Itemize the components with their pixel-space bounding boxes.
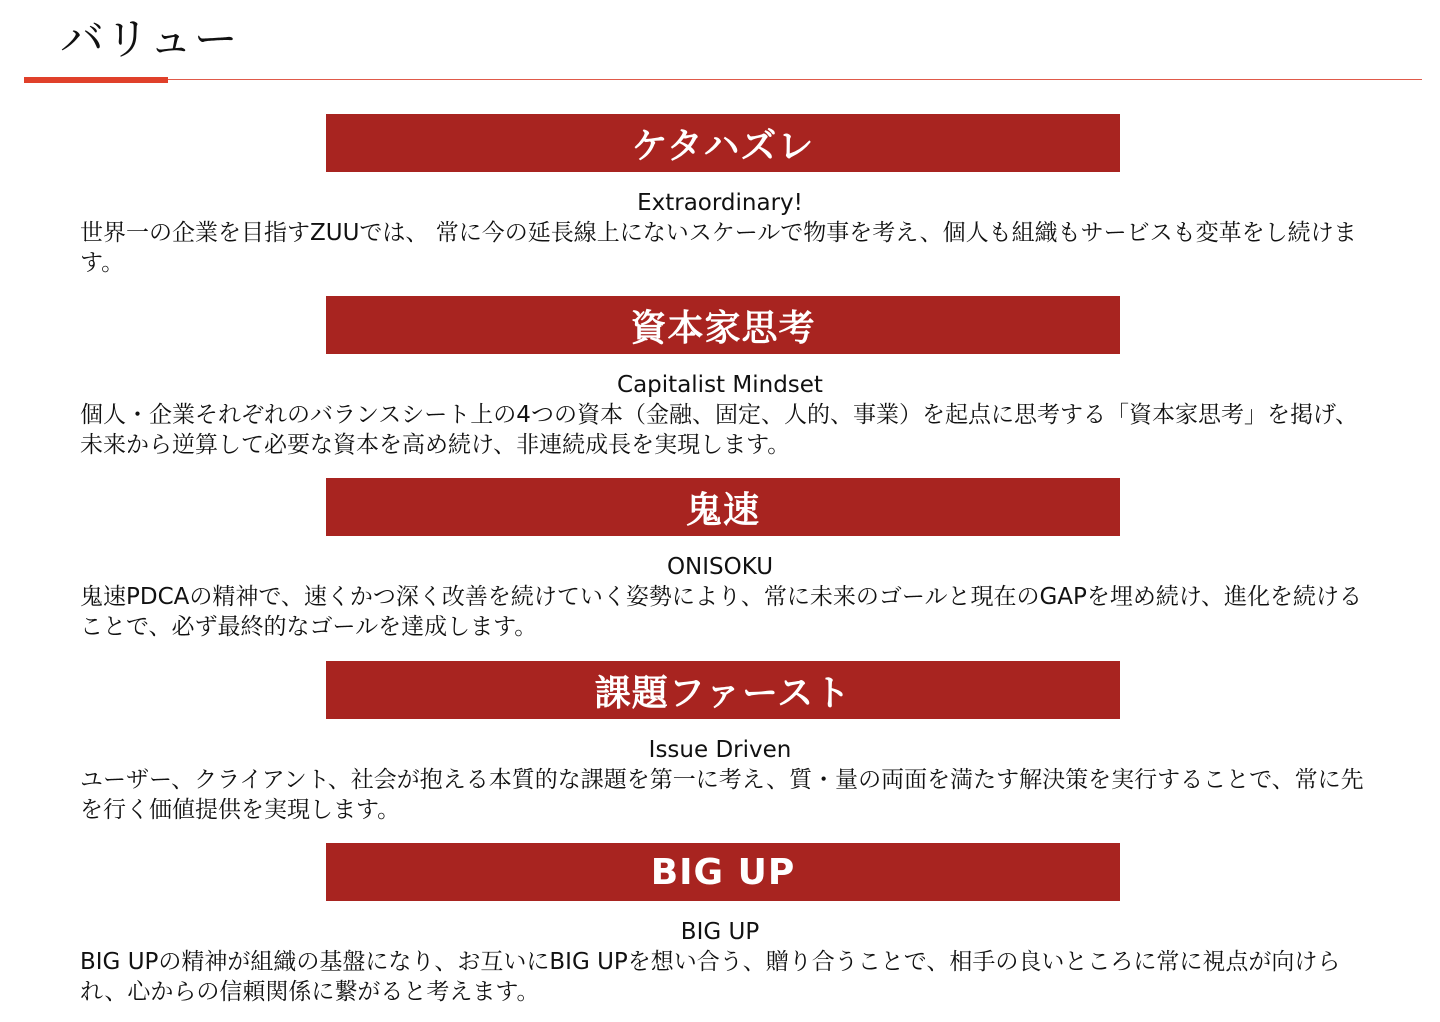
value-subtitle: ONISOKU — [666, 554, 774, 580]
value-heading: 鬼速 — [685, 489, 760, 531]
value-description: BIG UPの精神が組織の基盤になり、お互いにBIG UPを想い合う、贈り合うことで、相手の良いところに常に視点が向けられ、心からの信頼関係に繋がると考えます。 — [80, 949, 1341, 1005]
value-subtitle: Extraordinary! — [637, 190, 803, 216]
title-underline — [24, 79, 1422, 80]
value-subtitle: BIG UP — [680, 919, 760, 945]
value-banner — [326, 478, 1120, 536]
value-description: 世界一の企業を目指すZUUでは、 常に今の延長線上にないスケールで物事を考え、個人も組織もサービスも変革をし続けます。 — [80, 220, 1357, 276]
value-banner — [326, 843, 1120, 901]
value-heading: ケタハズレ — [631, 125, 815, 167]
value-banner — [326, 114, 1120, 172]
title-underline-accent — [24, 77, 168, 83]
value-subtitle: Issue Driven — [648, 737, 792, 763]
value-description: 鬼速PDCAの精神で、速くかつ深く改善を続けていく姿勢により、常に未来のゴールと現在のGAPを埋め続け、進化を続けることで、必ず最終的なゴールを達成します。 — [80, 584, 1362, 640]
value-description: 個人・企業それぞれのバランスシート上の4つの資本（金融、固定、人的、事業）を起点に思考する「資本家思考」を掲げ、未来から逆算して必要な資本を高め続け、非連続成長を実現します。 — [80, 402, 1359, 458]
value-banner — [326, 661, 1120, 719]
page-title: バリュー — [60, 14, 239, 65]
value-heading: 資本家思考 — [630, 307, 816, 349]
value-heading: BIG UP — [650, 851, 796, 893]
value-heading: 課題ファースト — [594, 672, 852, 714]
value-banner — [326, 296, 1120, 354]
value-subtitle: Capitalist Mindset — [617, 372, 823, 398]
value-description: ユーザー、クライアント、社会が抱える本質的な課題を第一に考え、質・量の両面を満たす解決策を実行することで、常に先を行く価値提供を実現します。 — [80, 767, 1364, 823]
